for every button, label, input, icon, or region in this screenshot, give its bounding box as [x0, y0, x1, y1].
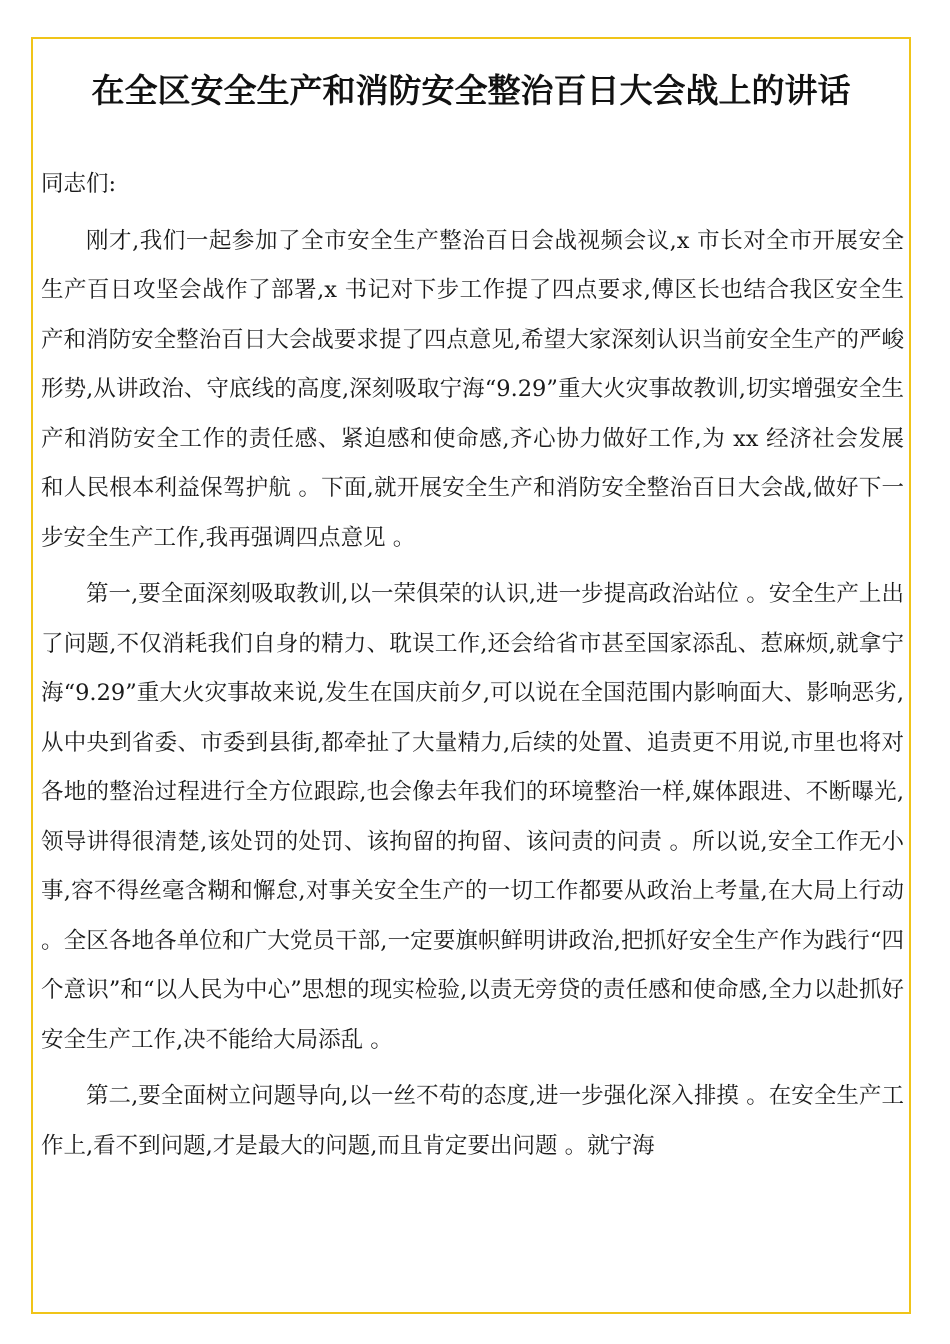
paragraph-intro: 刚才,我们一起参加了全市安全生产整治百日会战视频会议,x 市长对全市开展安全生产百日攻坚会战作了部署,x 书记对下步工作提了四点要求,傅区长也结合我区安全生产和消防安全整治百日大会战要求提了四点意见,希望大家深刻认识当前安全生产的严峻形势,从讲政治、守底线的高度,深刻吸取宁海“9.29”重大火灾事故教训,切实增强安全生产和消防安全工作的责任感、紧迫感和使命感,齐心协力做好工作,为 xx 经济社会发展和人民根本利益保驾护航 。下面,就开展安全生产和消防安全整治百日大会战,做好下一步安全生产工作,我再强调四点意见 。 [41, 227, 904, 551]
paragraph-point-two: 第二,要全面树立问题导向,以一丝不苟的态度,进一步强化深入排摸 。在安全生产工作上,看不到问题,才是最大的问题,而且肯定要出问题 。就宁海 [41, 1083, 904, 1159]
salutation: 同志们: [41, 171, 117, 197]
document-body [41, 160, 904, 1178]
paragraph-point-one: 第一,要全面深刻吸取教训,以一荣俱荣的认识,进一步提高政治站位 。安全生产上出了问题,不仅消耗我们自身的精力、耽误工作,还会给省市甚至国家添乱、惹麻烦,就拿宁海“9.29”重大火灾事故来说,发生在国庆前夕,可以说在全国范围内影响面大、影响恶劣,从中央到省委、市委到县街,都牵扯了大量精力,后续的处置、追责更不用说,市里也将对各地的整治过程进行全方位跟踪,也会像去年我们的环境整治一样,媒体跟进、不断曝光,领导讲得很清楚,该处罚的处罚、该拘留的拘留、该问责的问责 。所以说,安全工作无小事,容不得丝毫含糊和懈怠,对事关安全生产的一切工作都要从政治上考量,在大局上行动 。全区各地各单位和广大党员干部,一定要旗帜鲜明讲政治,把抓好安全生产作为践行“四个意识”和“以人民为中心”思想的现实检验,以责无旁贷的责任感和使命感,全力以赴抓好安全生产工作,决不能给大局添乱 。 [41, 581, 904, 1053]
document-title: 在全区安全生产和消防安全整治百日大会战上的讲话 [91, 71, 851, 110]
